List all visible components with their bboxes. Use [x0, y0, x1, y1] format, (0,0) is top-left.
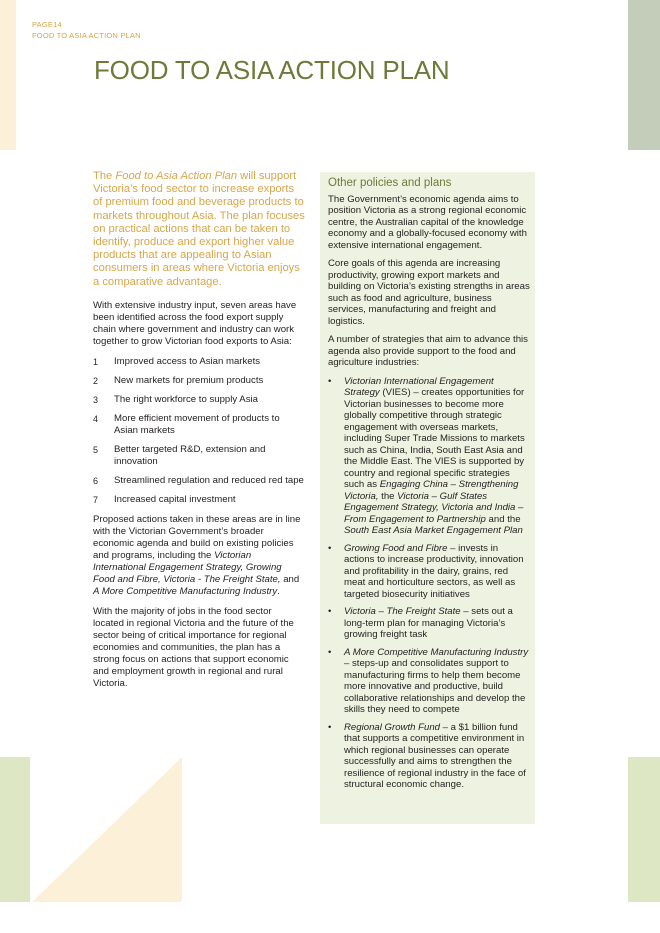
sidebar-paragraph: The Government’s economic agenda aims to position Victoria as a strong regional economic centre, the Australian capital of the knowledge economy and a globally-focused economy with extensive international engagement. [328, 193, 527, 251]
intro-paragraph: The Food to Asia Action Plan will support Victoria’s food sector to increase exports of premium food and beverage products to markets throughout Asia. The plan focuses on practical actions that can be taken to identify, produce and export higher value products that are appealing to Asian consumers in areas where Victoria enjoys a comparative advantage. [93, 170, 305, 288]
seven-areas-list [93, 356, 305, 506]
decorative-triangle [32, 757, 182, 902]
decorative-band-bottom-left [0, 757, 30, 902]
paragraph-seven-areas: With extensive industry input, seven areas have been identified across the food export supply chain where government and industry can work together to grow Victorian food exports to Asia: [93, 299, 297, 347]
section-name: FOOD TO ASIA ACTION PLAN [32, 31, 141, 40]
list-item: • Victoria – The Freight State – sets out a long-term plan for managing Victoria’s growing freight task [328, 606, 513, 640]
list-item: 5 Better targeted R&D, extension and innovation [93, 443, 266, 467]
decorative-band-top-right [628, 0, 660, 150]
decorative-band-top-left [0, 0, 16, 150]
sidebar-title: Other policies and plans [328, 177, 452, 189]
list-item: 2 New markets for premium products [93, 374, 264, 386]
list-item: 6 Streamlined regulation and reduced red tape [93, 474, 304, 486]
list-item: • Regional Growth Fund – a $1 billion fund that supports a competitive environment in which regional businesses can operate successfully and aims to strengthen the resilience of regional industry in the face of structural economic change. [328, 721, 526, 790]
sidebar-other-policies [320, 172, 535, 824]
main-column [93, 170, 305, 698]
running-header [32, 19, 141, 41]
decorative-band-bottom-right [628, 757, 660, 902]
strategies-list [328, 376, 535, 791]
page-number: PAGE14 [32, 20, 62, 29]
sidebar-paragraph: Core goals of this agenda are increasing productivity, growing export markets and building on Victoria’s existing strengths in areas such as food and agriculture, business services, manufacturing and freight and logistics. [328, 258, 530, 327]
list-item: 7 Increased capital investment [93, 493, 236, 505]
list-item: 3 The right workforce to supply Asia [93, 393, 258, 405]
list-item: 4 More efficient movement of products to Asian markets [93, 412, 280, 436]
list-item: • Growing Food and Fibre – invests in actions to increase productivity, innovation and profitability in the dairy, grains, red meat and horticulture sectors, as well as targeted biosecurity initiatives [328, 542, 524, 600]
page-title: FOOD TO ASIA ACTION PLAN [94, 55, 450, 85]
paragraph-proposed-actions: Proposed actions taken in these areas are in line with the Victorian Government’s broader economic agenda and build on existing policies and programs, including the Victorian International Engagement Strategy, Growing Food and Fibre, Victoria - The Freight State, and A More Competitive Manufacturing Industry. [93, 513, 301, 597]
list-item: • Victorian International Engagement Strategy (VIES) – creates opportunities for Victorian businesses to become more globally competitive through strategic engagement with overseas markets, including Super Trade Missions to markets such as China, India, South East Asia and the Middle East. The VIES is supported by country and regional specific strategies such as Engaging China – Strengthening Victoria, the Victoria – Gulf States Engagement Strategy, Victoria and India – From Engagement to Partnership and the South East Asia Market Engagement Plan [328, 375, 525, 536]
list-item: 1 Improved access to Asian markets [93, 355, 261, 367]
paragraph-regional-jobs: With the majority of jobs in the food sector located in regional Victoria and the future of the sector being of critical importance for regional economies and communities, the plan has a strong focus on actions that support economic and employment growth in regional and rural Victoria. [93, 605, 294, 689]
list-item: • A More Competitive Manufacturing Industry – steps-up and consolidates support to manufacturing firms to help them become more innovative and productive, build collaborative relationships and develop the skills they need to compete [328, 646, 529, 715]
sidebar-paragraph: A number of strategies that aim to advance this agenda also provide support to the food and agriculture industries: [328, 334, 528, 368]
